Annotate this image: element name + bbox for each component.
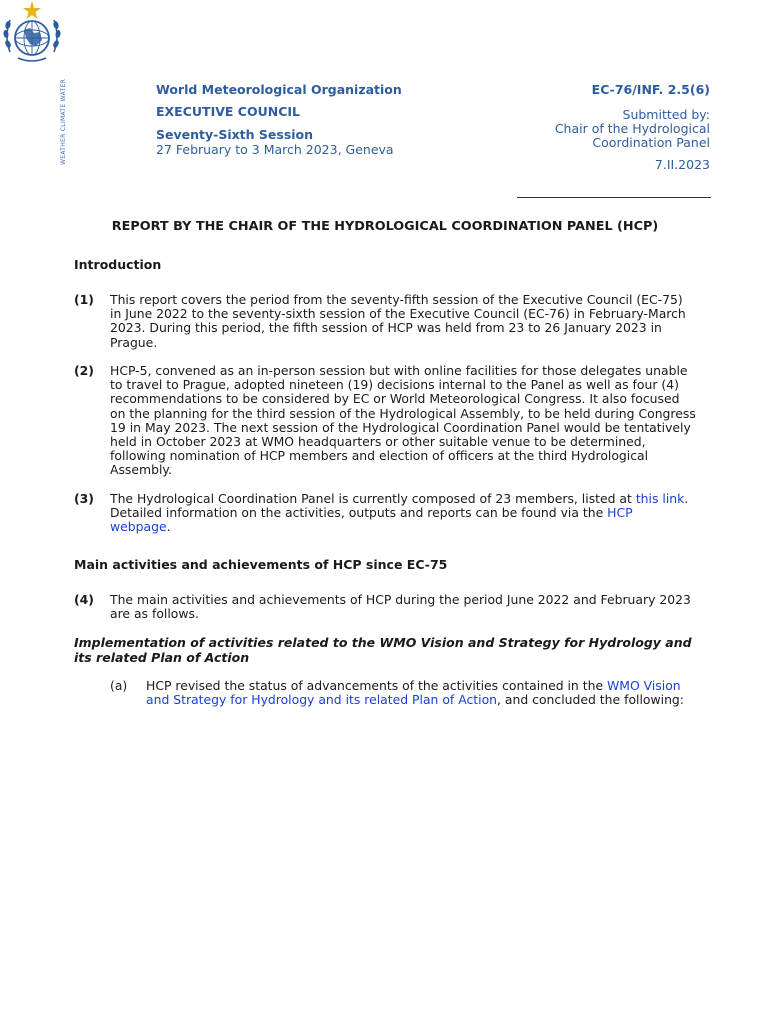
- paragraph-3: [74, 492, 696, 535]
- text-segment: The Hydrological Coordination Panel is currently composed of 23 members, listed at: [110, 491, 636, 506]
- members-link[interactable]: this link: [635, 491, 685, 506]
- item-text: [146, 679, 700, 707]
- paragraph-number: (1): [74, 292, 94, 307]
- organization-name: World Meteorological Organization: [156, 82, 402, 97]
- paragraph-text: [110, 492, 696, 535]
- wmo-logo: [0, 0, 64, 66]
- paragraph-number: (2): [74, 363, 94, 378]
- paragraph-text: HCP-5, convened as an in-person session but with online facilities for those delegates unable to travel to Prague, adopted nineteen (19) decisions internal to the Panel as well as four (4) recommendations to be considered by EC or World Meteorological Congress. It also focused on the planning for the third session of the Hydrological Assembly, to be held during Congress 19 in May 2023. The next session of the Hydrological Coordination Panel would be tentatively held in October 2023 at WMO headquarters or other suitable venue to be determined, following nomination of HCP members and election of officers at the third Hydrological Assembly.: [110, 363, 696, 478]
- document-date: 7.II.2023: [654, 157, 710, 172]
- header-right: [555, 82, 710, 172]
- report-title: REPORT BY THE CHAIR OF THE HYDROLOGICAL COORDINATION PANEL (HCP): [111, 219, 659, 234]
- paragraph-number: (3): [74, 491, 94, 506]
- section-heading-introduction: Introduction: [74, 257, 162, 272]
- document-reference: EC-76/INF. 2.5(6): [591, 82, 710, 97]
- paragraph-text: This report covers the period from the seventy-fifth session of the Executive Council (EC-75) in June 2022 to the seventy-sixth session of the Executive Council (EC-76) in February-March 2023. During this period, the fifth session of HCP was held from 23 to 26 January 2023 in Prague.: [110, 292, 686, 350]
- session-dates: 27 February to 3 March 2023, Geneva: [156, 142, 394, 157]
- paragraph-number: (4): [74, 592, 94, 607]
- council-name: EXECUTIVE COUNCIL: [156, 104, 300, 119]
- section-heading-main-activities: Main activities and achievements of HCP since EC-75: [74, 557, 448, 572]
- session-name: Seventy-Sixth Session: [156, 127, 314, 142]
- text-segment: HCP revised the status of advancements of the activities contained in the: [146, 678, 608, 693]
- paragraph-2: [74, 364, 696, 478]
- submitted-label: Submitted by:: [622, 107, 710, 122]
- item-a: [110, 679, 700, 707]
- header-left: [156, 82, 402, 157]
- hcp-webpage-link[interactable]: HCP webpage: [110, 505, 633, 535]
- submitted-line-1: Chair of the Hydrological: [554, 121, 710, 136]
- text-segment: . Detailed information on the activities, outputs and reports can be found via the: [110, 491, 689, 521]
- submitted-by: [555, 108, 710, 150]
- text-segment: , and concluded the following:: [497, 692, 684, 708]
- text-segment: .: [166, 519, 171, 535]
- item-number: (a): [110, 678, 128, 693]
- subheading-vision-strategy: Implementation of activities related to the WMO Vision and Strategy for Hydrology and its related Plan of Action: [74, 635, 692, 665]
- paragraph-text: The main activities and achievements of HCP during the period June 2022 and February 2023 are as follows.: [110, 592, 691, 622]
- paragraph-4: [74, 593, 696, 621]
- header-divider: [517, 197, 711, 198]
- submitted-line-2: Coordination Panel: [592, 135, 710, 150]
- paragraph-1: [74, 293, 696, 350]
- side-tagline: WEATHER CLIMATE WATER: [60, 78, 67, 165]
- vision-strategy-link[interactable]: WMO Vision and Strategy for Hydrology and its related Plan of Action: [146, 678, 681, 708]
